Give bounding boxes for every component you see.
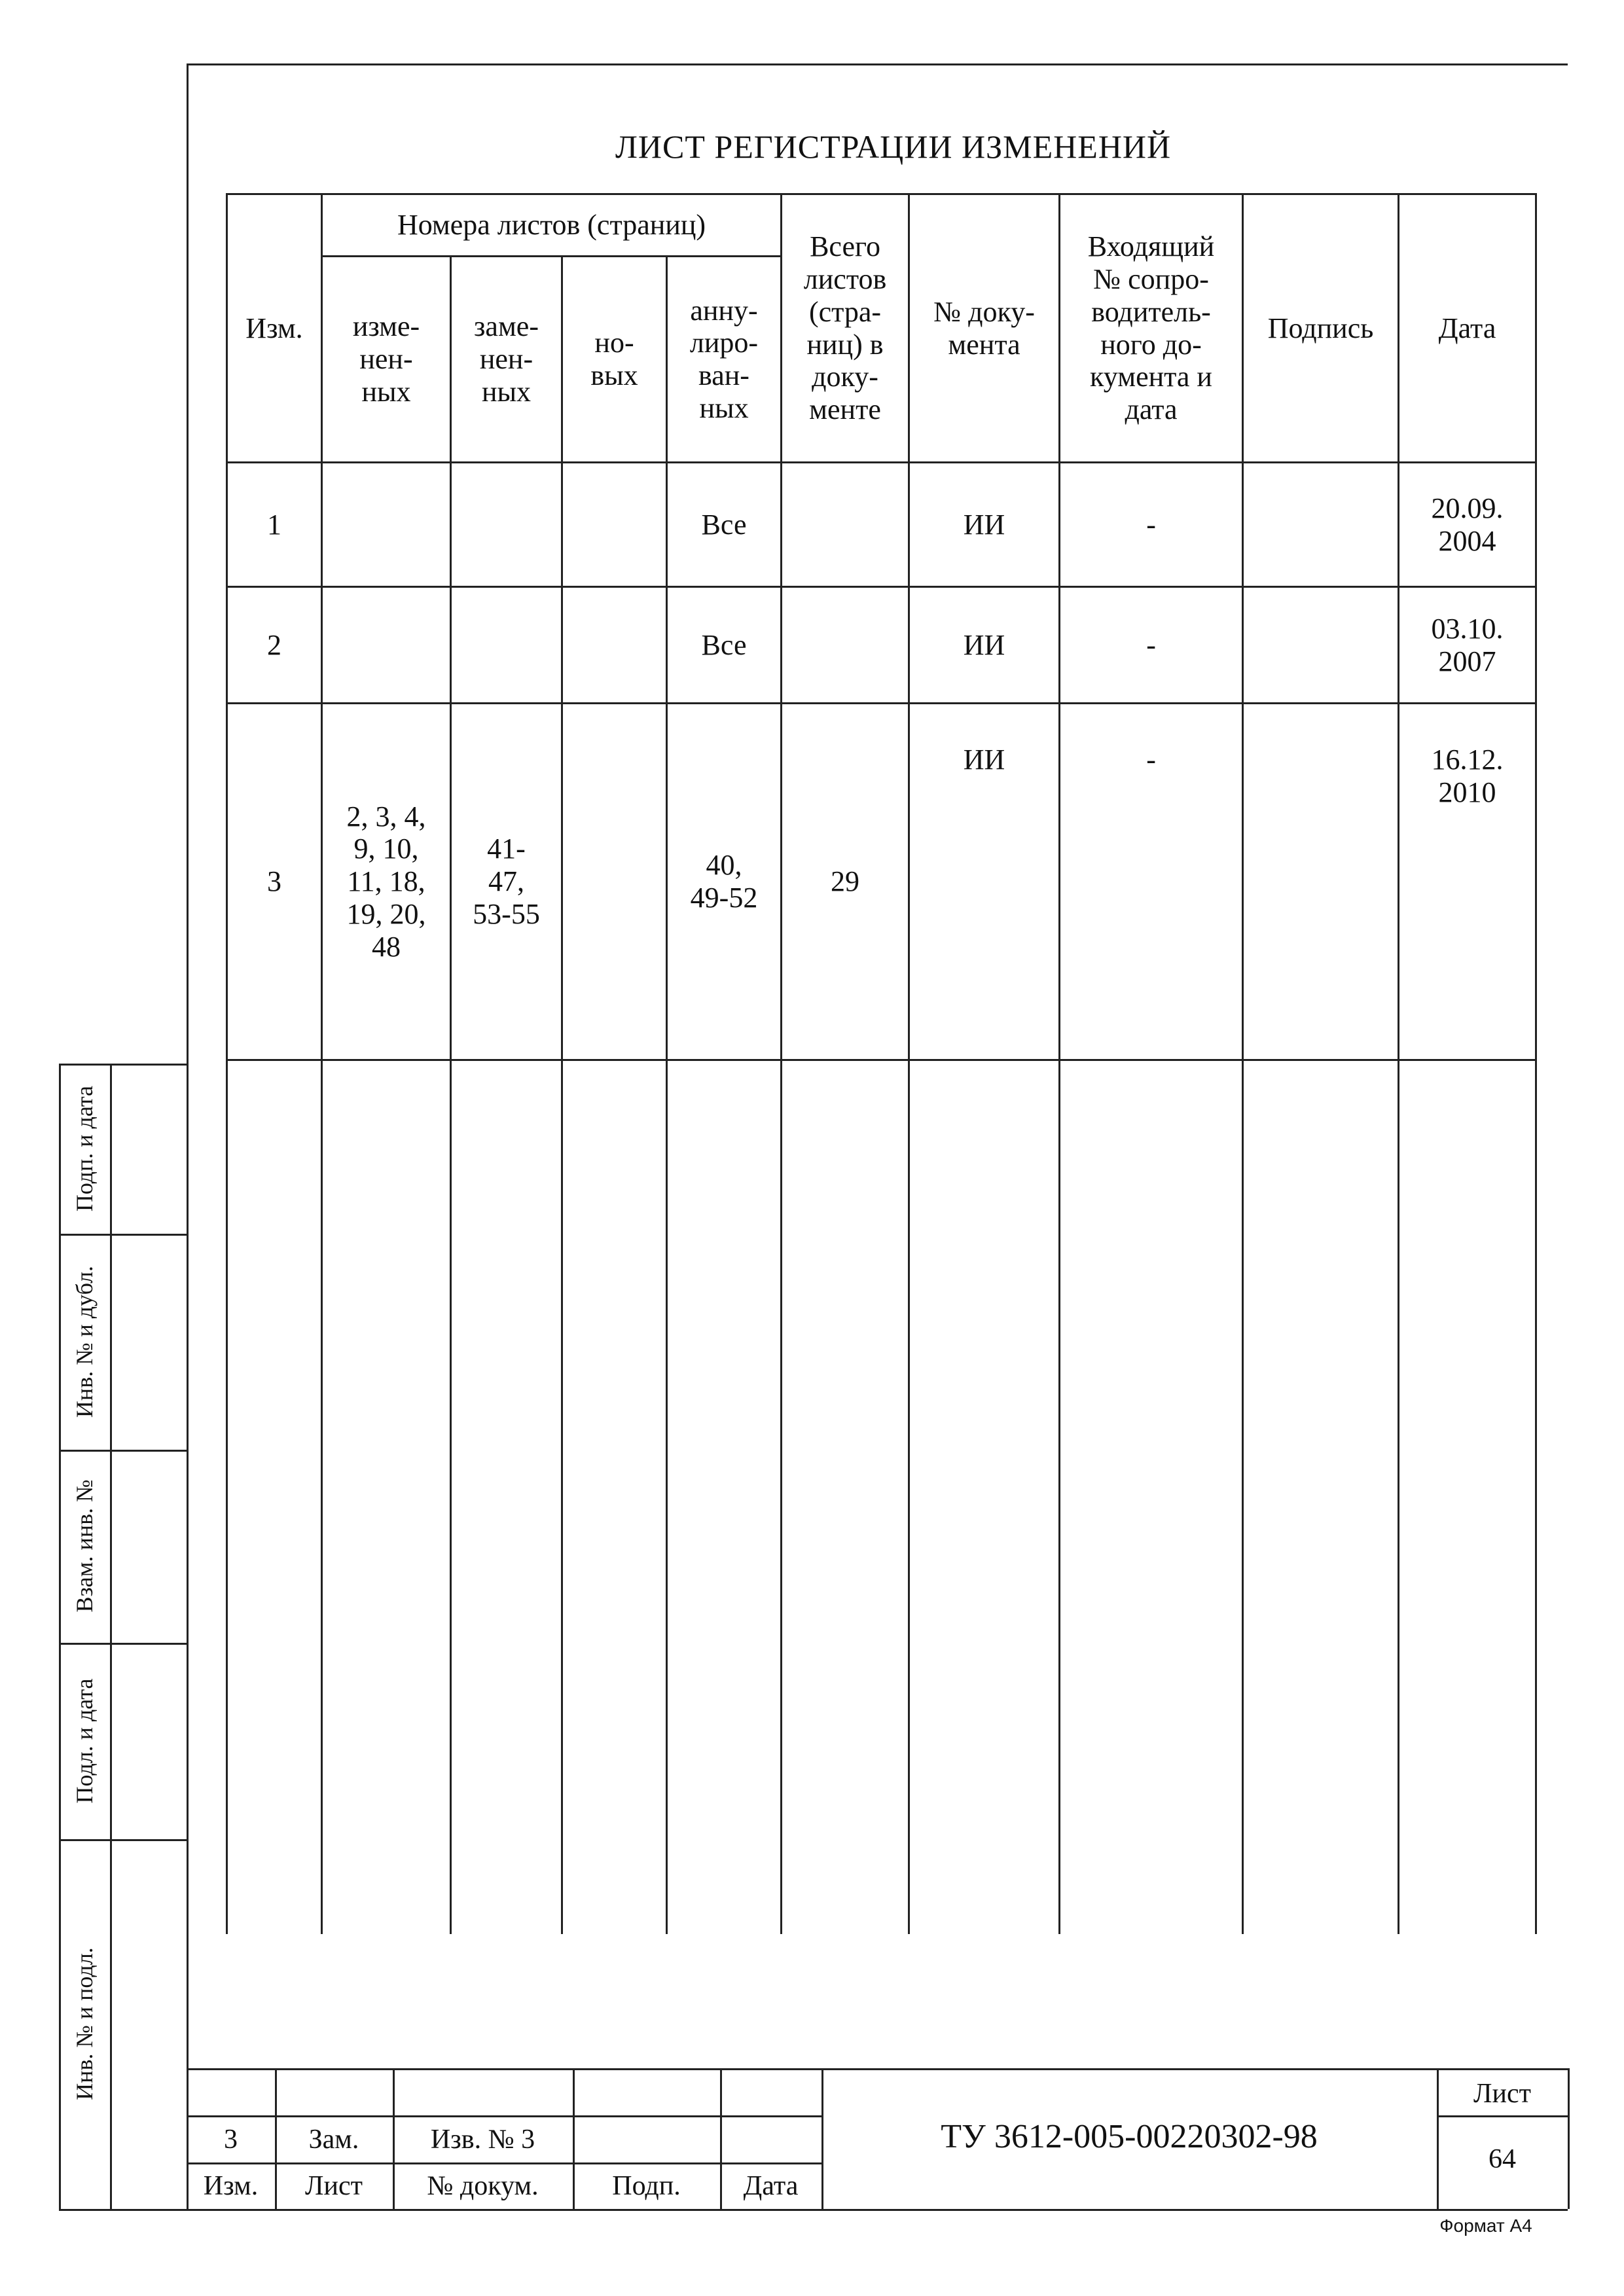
title-block-sheet-line bbox=[1437, 2115, 1568, 2117]
format-label: Формат А4 bbox=[1439, 2215, 1532, 2236]
frame-right bbox=[1568, 2068, 1570, 2209]
cell-replaced: 41- 47, 53-55 bbox=[451, 704, 562, 1060]
header-signature: Подпись bbox=[1243, 194, 1399, 463]
cell-izm: 2 bbox=[227, 587, 322, 704]
sheet-number: 64 bbox=[1489, 2144, 1516, 2174]
frame-bottom bbox=[59, 2209, 1568, 2211]
cell-annulled: Все bbox=[667, 587, 782, 704]
cell-doc-no: ИИ bbox=[909, 587, 1060, 704]
cell-total bbox=[782, 463, 909, 587]
header-changed: изме- нен- ных bbox=[322, 257, 451, 463]
cell-doc-no: ИИ bbox=[909, 463, 1060, 587]
cell-incoming: - bbox=[1060, 463, 1243, 587]
document-designation: ТУ 3612-005-00220302-98 bbox=[941, 2118, 1318, 2155]
title-block-row-line bbox=[187, 2115, 821, 2117]
cell-signature bbox=[1243, 704, 1399, 1060]
sheet-label: Лист bbox=[1473, 2079, 1531, 2109]
tb-docnum-value: Изв. № 3 bbox=[430, 2125, 535, 2155]
tb-list-value: Зам. bbox=[308, 2125, 359, 2155]
side-inv-dubl: Инв. № и дубл. bbox=[71, 1265, 98, 1418]
cell-changed: 2, 3, 4, 9, 10, 11, 18, 19, 20, 48 bbox=[322, 704, 451, 1060]
cell-date: 16.12. 2010 bbox=[1399, 704, 1536, 1060]
cell-new bbox=[562, 463, 667, 587]
header-annulled: анну- лиро- ван- ных bbox=[667, 257, 782, 463]
table-empty-area bbox=[227, 1060, 1536, 1935]
tb-izm-value: 3 bbox=[224, 2125, 238, 2155]
tb-label-list: Лист bbox=[305, 2171, 363, 2201]
side-inv-podl: Инв. № и подл. bbox=[71, 1947, 98, 2100]
header-document-number: № доку- мента bbox=[909, 194, 1060, 463]
cell-annulled: 40, 49-52 bbox=[667, 704, 782, 1060]
cell-signature bbox=[1243, 587, 1399, 704]
header-date: Дата bbox=[1399, 194, 1536, 463]
side-vzam-inv: Взам. инв. № bbox=[71, 1479, 98, 1613]
header-izm: Изм. bbox=[227, 194, 322, 463]
table-row bbox=[227, 704, 1536, 1060]
tb-label-izm: Изм. bbox=[203, 2171, 259, 2201]
cell-date: 20.09. 2004 bbox=[1399, 463, 1536, 587]
cell-signature bbox=[1243, 463, 1399, 587]
table-row bbox=[227, 587, 1536, 704]
cell-incoming: - bbox=[1060, 587, 1243, 704]
tb-label-podp: Подп. bbox=[612, 2171, 681, 2201]
tb-label-data: Дата bbox=[743, 2171, 799, 2201]
table-header-row-1 bbox=[227, 194, 1536, 257]
side-stamp-sep bbox=[59, 1839, 187, 1841]
cell-incoming: - bbox=[1060, 704, 1243, 1060]
frame-left bbox=[187, 63, 189, 2209]
cell-changed bbox=[322, 463, 451, 587]
header-incoming-document: Входящий № сопро- водитель- ного до- кумента и дата bbox=[1060, 194, 1243, 463]
side-podp-i-data-2: Подл. и дата bbox=[71, 1678, 98, 1804]
side-podp-i-data-1: Подп. и дата bbox=[71, 1085, 98, 1212]
cell-izm: 3 bbox=[227, 704, 322, 1060]
table-row bbox=[227, 463, 1536, 587]
cell-izm: 1 bbox=[227, 463, 322, 587]
cell-new bbox=[562, 704, 667, 1060]
header-replaced: заме- нен- ных bbox=[451, 257, 562, 463]
cell-total: 29 bbox=[782, 704, 909, 1060]
cell-total bbox=[782, 587, 909, 704]
header-new: но- вых bbox=[562, 257, 667, 463]
cell-changed bbox=[322, 587, 451, 704]
tb-label-docnum: № докум. bbox=[427, 2171, 539, 2201]
frame-top bbox=[187, 63, 1568, 65]
cell-date: 03.10. 2007 bbox=[1399, 587, 1536, 704]
header-total-sheets: Всего листов (стра- ниц) в доку- менте bbox=[782, 194, 909, 463]
changes-registration-table bbox=[226, 193, 1537, 1934]
title-block-row-line bbox=[187, 2162, 821, 2164]
page-title: ЛИСТ РЕГИСТРАЦИИ ИЗМЕНЕНИЙ bbox=[615, 128, 1172, 165]
cell-replaced bbox=[451, 587, 562, 704]
cell-annulled: Все bbox=[667, 463, 782, 587]
cell-doc-no: ИИ bbox=[909, 704, 1060, 1060]
cell-replaced bbox=[451, 463, 562, 587]
cell-new bbox=[562, 587, 667, 704]
header-sheet-numbers: Номера листов (страниц) bbox=[322, 194, 782, 257]
